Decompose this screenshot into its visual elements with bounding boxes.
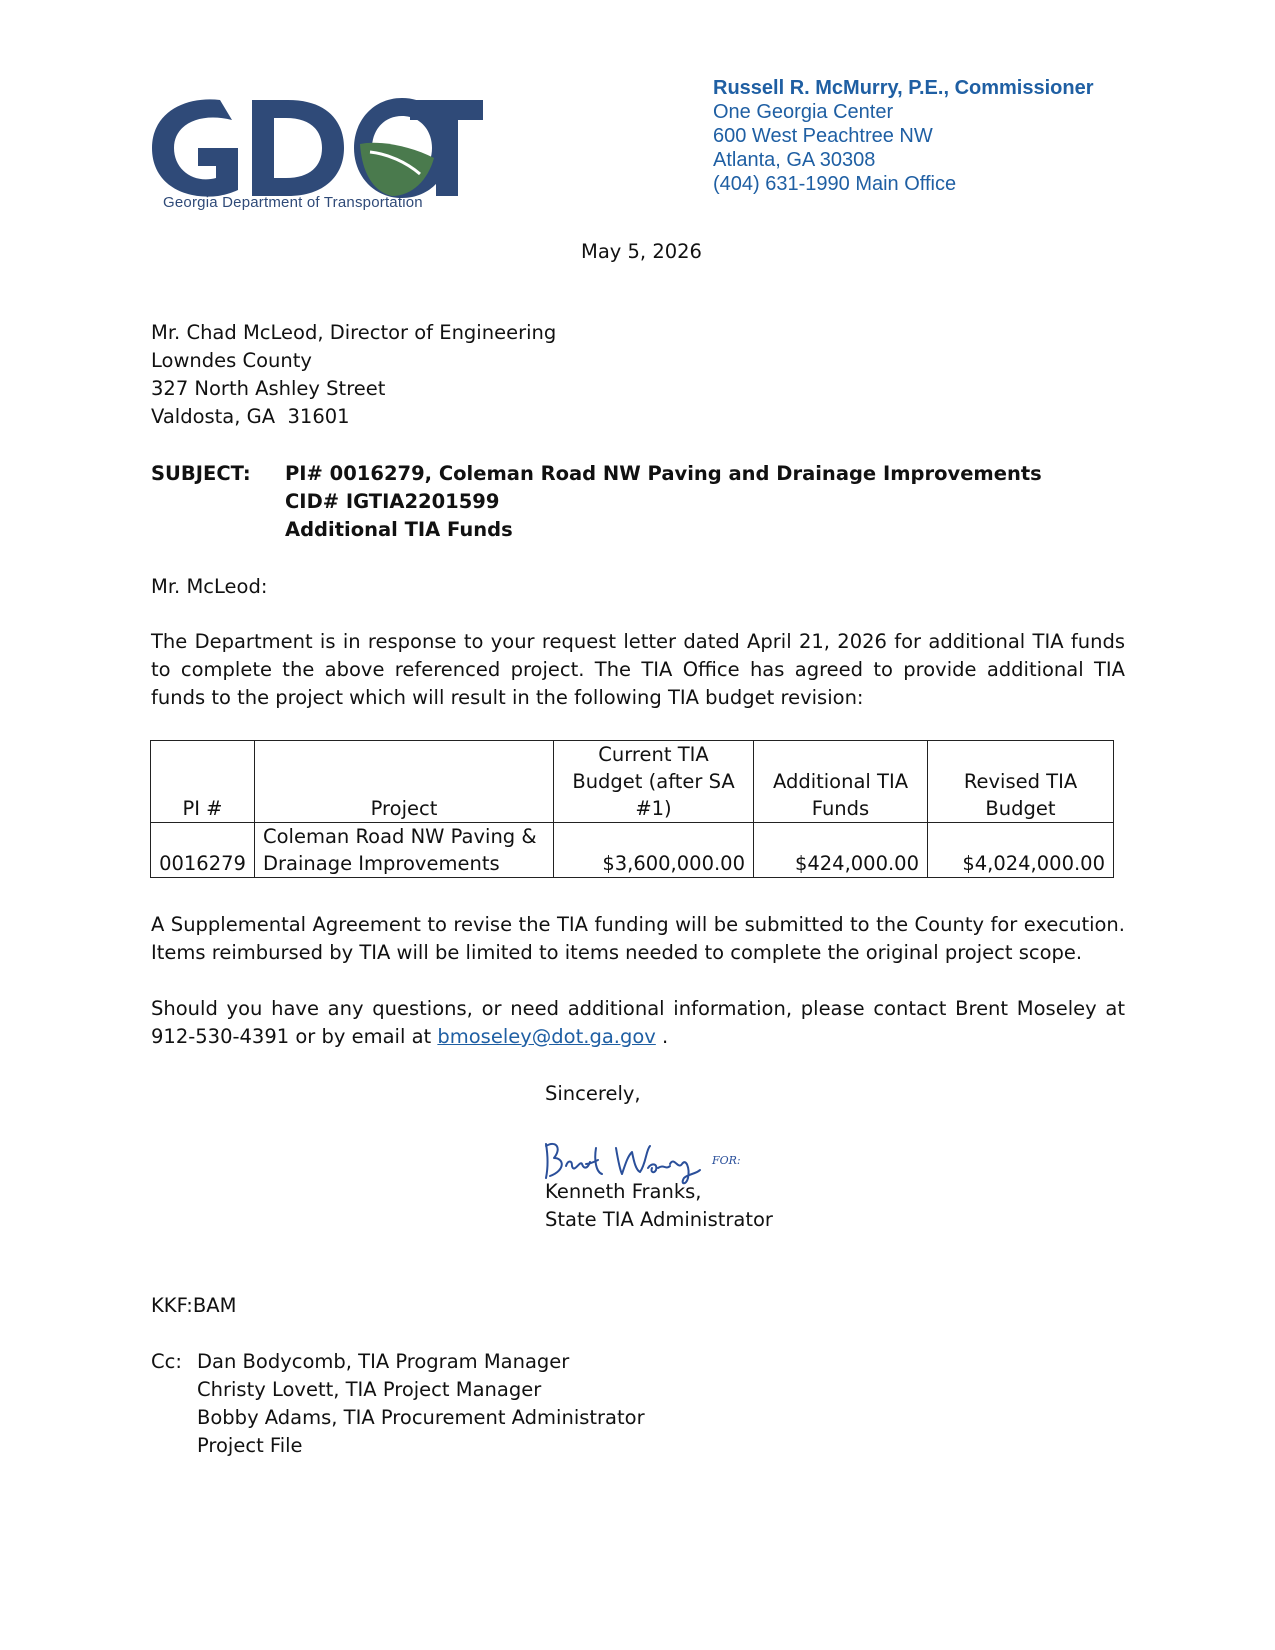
recipient-line: 327 North Ashley Street <box>151 377 386 400</box>
table-cell: $3,600,000.00 <box>554 823 754 878</box>
table-header: PI # <box>151 741 255 823</box>
contact-paragraph <box>151 995 1125 1051</box>
recipient-line: Lowndes County <box>151 349 312 372</box>
recipient-line: Valdosta, GA 31601 <box>151 405 350 428</box>
salutation: Mr. McLeod: <box>151 575 268 598</box>
cc-recipient: Bobby Adams, TIA Procurement Administrator <box>197 1406 645 1429</box>
logo-caption: Georgia Department of Transportation <box>163 194 423 211</box>
table-cell: $4,024,000.00 <box>928 823 1114 878</box>
address-line: One Georgia Center <box>713 101 894 123</box>
budget-table <box>150 740 1114 878</box>
letterhead-contact <box>713 76 1094 196</box>
recipient-address <box>151 319 556 431</box>
table-header: Additional TIA Funds <box>754 741 928 823</box>
cc-recipient: Project File <box>197 1434 303 1457</box>
closing: Sincerely, <box>545 1082 641 1105</box>
body-paragraph: The Department is in response to your request letter dated April 21, 2026 for additional TIA funds to complete the above referenced project. The TIA Office has agreed to provide additional TIA funds to the project which will result in the following TIA budget revision: <box>151 630 1125 709</box>
cc-recipient: Dan Bodycomb, TIA Program Manager <box>197 1350 570 1373</box>
email-link[interactable]: bmoseley@dot.ga.gov <box>437 1025 656 1048</box>
subject-line: PI# 0016279, Coleman Road NW Paving and Drainage Improvements <box>285 462 1042 485</box>
recipient-line: Mr. Chad McLeod, Director of Engineering <box>151 321 557 344</box>
table-row <box>151 823 1114 878</box>
cc-list <box>197 1348 645 1460</box>
signer-name: Kenneth Franks, <box>545 1180 702 1203</box>
table-header-row <box>151 741 1114 823</box>
cc-label: Cc: <box>151 1350 182 1373</box>
signer-title: State TIA Administrator <box>545 1208 773 1231</box>
signature-for-note: FOR: <box>712 1154 741 1167</box>
signer-block <box>545 1178 773 1234</box>
subject-line: Additional TIA Funds <box>285 518 513 541</box>
table-header: Revised TIA Budget <box>928 741 1114 823</box>
address-line: Atlanta, GA 30308 <box>713 149 876 171</box>
cc-recipient: Christy Lovett, TIA Project Manager <box>197 1378 542 1401</box>
letter-date: May 5, 2026 <box>581 240 702 263</box>
table-header: Current TIA Budget (after SA #1) <box>554 741 754 823</box>
commissioner-name: Russell R. McMurry, P.E., Commissioner <box>713 77 1094 99</box>
subject-line: CID# IGTIA2201599 <box>285 490 500 513</box>
subject-lines <box>285 460 1042 544</box>
table-cell: $424,000.00 <box>754 823 928 878</box>
table-cell: 0016279 <box>151 823 255 878</box>
phone-line: (404) 631-1990 Main Office <box>713 173 957 195</box>
subject-label: SUBJECT: <box>151 462 251 485</box>
typist-initials: KKF:BAM <box>151 1294 237 1317</box>
address-line: 600 West Peachtree NW <box>713 125 933 147</box>
contact-text: Should you have any questions, or need additional information, please contact Brent Moseley at 912-530-4391 or by email at <box>151 997 1125 1048</box>
table-header: Project <box>255 741 554 823</box>
table-cell: Coleman Road NW Paving & Drainage Improvements <box>255 823 554 878</box>
body-paragraph: A Supplemental Agreement to revise the TIA funding will be submitted to the County for execution. Items reimbursed by TIA will be limited to items needed to complete the original project scope. <box>151 913 1125 964</box>
contact-text-end: . <box>655 1025 669 1048</box>
